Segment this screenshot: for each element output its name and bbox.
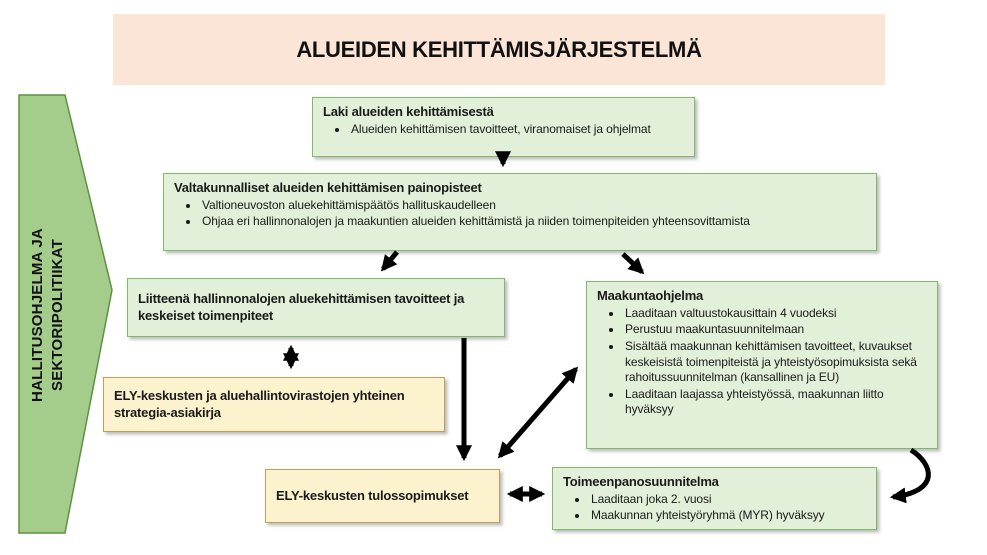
box-valtakunnalliset [163, 173, 877, 251]
box-strategia-title: ELY-keskusten ja aluehallintovirastojen yhteinen strategia-asiakirja [114, 387, 405, 420]
box-laki-bullets [323, 122, 684, 138]
box-laki-title: Laki alueiden kehittämisestä [323, 104, 494, 119]
box-laki [312, 97, 695, 157]
bullet-item: • Alueiden kehittämisen tavoitteet, viranomaiset ja ohjelmat [349, 122, 684, 138]
box-liitteena [127, 278, 505, 337]
box-tulossopimukset-title: ELY-keskusten tulossopimukset [276, 487, 469, 503]
bullet-item: • Perustuu maakuntasuunnitelmaan [623, 322, 927, 338]
box-strategia [103, 377, 445, 432]
arrow-tulossopimukset-maakuntaohjelma-bidirectional [500, 369, 576, 456]
arrow-valtakunnalliset-to-liitteena [383, 252, 397, 269]
bullet-item: • Ohjaa eri hallinnonalojen ja maakuntien alueiden kehittämistä ja niiden toimenpiteiden yhteensovittamista [200, 214, 866, 230]
side-label: HALLITUSOHJELMA JA SEKTORIPOLITIIKAT [28, 228, 66, 402]
bullet-item: • Laaditaan valtuustokausittain 4 vuodeksi [623, 306, 927, 322]
bullet-item: • Laaditaan joka 2. vuosi [589, 492, 866, 508]
box-valtakunnalliset-bullets [174, 198, 866, 230]
box-maakuntaohjelma-title: Maakuntaohjelma [597, 288, 704, 303]
box-toimeenpano [552, 467, 877, 530]
box-valtakunnalliset-title: Valtakunnalliset alueiden kehittämisen painopisteet [174, 180, 482, 195]
box-tulossopimukset [265, 469, 500, 523]
arrow-valtakunnalliset-to-maakuntaohjelma [623, 254, 642, 272]
bullet-item: • Sisältää maakunnan kehittämisen tavoitteet, kuvaukset keskeisistä toimenpiteistä ja yhteistyösopimuksista sekä rahoitussuunnitelman (kansallinen ja EU) [623, 339, 927, 386]
bullet-item: • Laaditaan laajassa yhteistyössä, maakunnan liitto hyväksyy [623, 387, 927, 418]
box-liitteena-title: Liitteenä hallinnonalojen aluekehittämisen tavoitteet ja keskeiset toimenpiteet [138, 290, 465, 323]
arrow-maakuntaohjelma-to-toimeenpano-curved [893, 450, 928, 497]
box-maakuntaohjelma-bullets [597, 306, 927, 418]
diagram-title: ALUEIDEN KEHITTÄMISJÄRJESTELMÄ [296, 36, 702, 62]
box-toimeenpano-title: Toimeenpanosuunnitelma [563, 474, 719, 489]
box-toimeenpano-bullets [563, 492, 866, 524]
box-maakuntaohjelma [586, 281, 938, 449]
bullet-item: • Maakunnan yhteistyöryhmä (MYR) hyväksyy [589, 508, 866, 524]
bullet-item: • Valtioneuvoston aluekehittämispäätös hallituskaudelleen [200, 198, 866, 214]
title-banner [113, 14, 885, 85]
